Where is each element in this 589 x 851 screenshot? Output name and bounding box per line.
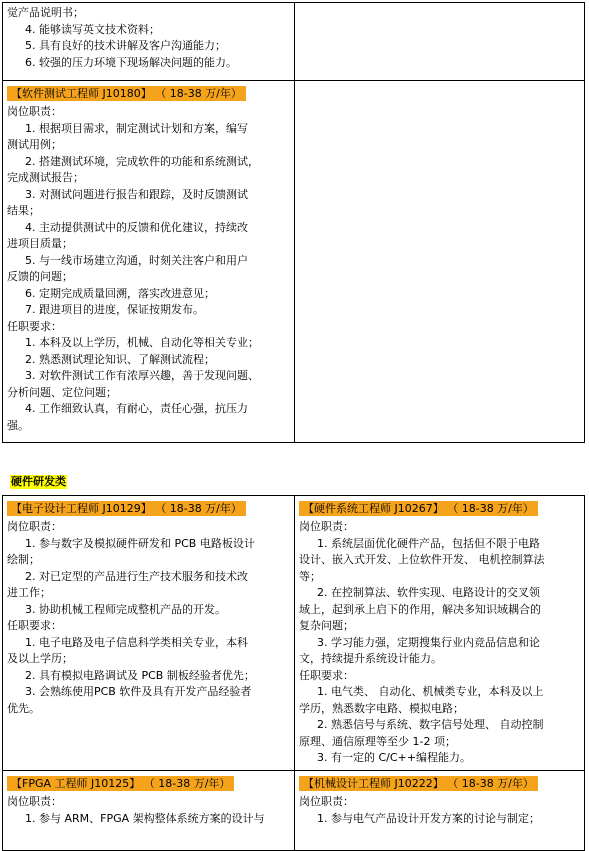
list-item-continuation: 绘制； [7,553,40,566]
list-item-continuation: 原理、通信原理等至少 1-2 项； [299,734,456,748]
section-title-hardware: 硬件研发类 [11,475,66,488]
list-item: 1. 电气类、 自动化、机械类专业，本科及以上 [317,685,544,698]
list-item: 3. 对软件测试工作有浓厚兴趣，善于发现问题、 [25,369,259,382]
list-item: 2. 在控制算法、软件实现、电路设计的交叉领 [317,586,540,599]
duty-list [7,811,290,828]
list-item: 4. 主动提供测试中的反馈和优化建议，持续改 [25,220,248,234]
list-item: 1. 参与 ARM、FPGA 架构整体系统方案的设计与 [25,811,265,825]
duty-label: 岗位职责： [7,520,62,533]
list-item-continuation: 进工作； [7,586,51,599]
duty-list [7,536,290,619]
duty-list [7,121,290,319]
list-item: 1. 参与电气产品设计开发方案的讨论与制定； [317,811,540,825]
list-item: 1. 根据项目需求，制定测试计划和方案，编写 [25,121,248,135]
duty-label: 岗位职责： [7,795,62,808]
list-item: 1. 参与数字及模拟硬件研发和 PCB 电路板设计 [25,536,255,550]
requirement-list [299,684,580,767]
job-title: 【机械设计工程师 J10222】 （ 18-38 万/年） [299,776,538,791]
list-item: 2. 具有模拟电路调试及 PCB 制板经验者优先； [25,668,255,682]
job-title: 【硬件系统工程师 J10267】 （ 18-38 万/年） [299,501,538,516]
list-item: 4. 工作细致认真，有耐心，责任心强，抗压力 [25,402,248,415]
duty-list [299,811,580,828]
requirement-label: 任职要求： [7,319,62,333]
duty-label: 岗位职责： [299,520,354,533]
list-item-continuation: 分析问题、定位问题； [7,385,117,399]
list-item-continuation: 域上，起到承上启下的作用，解决多知识域耦合的 [299,602,541,616]
duty-label: 岗位职责： [299,795,354,808]
list-item-continuation: 文，持续提升系统设计能力。 [299,652,442,665]
list-item: 3. 协助机械工程师完成整机产品的开发。 [25,602,226,616]
top-left-cell [3,3,295,81]
list-item-continuation: 及以上学历； [7,652,73,665]
list-item-continuation: 优先。 [7,701,40,715]
list-item: 3. 会熟练使用PCB 软件及具有开发产品经验者 [25,685,252,698]
job-mechanical-design [295,771,585,851]
table-software [2,2,585,443]
requirement-label: 任职要求： [7,619,62,632]
top-right-cell [295,3,585,81]
list-item: 1. 电子电路及电子信息科学类相关专业，本科 [25,635,248,649]
list-item: 3. 学习能力强，定期搜集行业内竞品信息和论 [317,635,540,649]
duty-label: 岗位职责： [7,105,62,118]
job-title: 【电子设计工程师 J10129】 （ 18-38 万/年） [7,501,246,516]
job-electronic-design [3,496,295,771]
list-item-continuation: 强。 [7,418,29,432]
duty-list [299,536,580,668]
job-title: 【软件测试工程师 J10180】 （ 18-38 万/年） [7,86,246,101]
list-item: 5. 与一线市场建立沟通，时刻关注客户和用户 [25,253,248,267]
job-fpga [3,771,295,851]
list-item-continuation: 设计、嵌入式开发、上位软件开发、 电机控制算法 [299,553,545,566]
table-hardware [2,495,585,851]
list-item: 2. 对已定型的产品进行生产技术服务和技术改 [25,569,248,583]
list-item: 2. 熟悉测试理论知识、了解测试流程； [25,352,215,366]
list-item: 2. 熟悉信号与系统、数字信号处理、 自动控制 [317,718,544,731]
text-line: 6. 较强的压力环境下现场解决问题的能力。 [25,55,237,69]
job-title: 【FPGA 工程师 J10125】 （ 18-38 万/年） [7,776,234,791]
list-item-continuation: 测试用例； [7,138,62,151]
requirement-list [7,635,290,718]
job-software-test [3,81,295,443]
list-item-continuation: 完成测试报告； [7,171,84,184]
list-item-continuation: 等； [299,569,321,583]
list-item-continuation: 学历，熟悉数字电路、模拟电路； [299,701,464,715]
list-item-continuation: 复杂问题； [299,619,354,632]
list-item: 2. 搭建测试环境，完成软件的功能和系统测试， [25,154,259,168]
list-item-continuation: 进项目质量； [7,237,73,250]
requirement-label: 任职要求： [299,668,354,682]
list-item: 6. 定期完成质量回溯，落实改进意见； [25,286,215,300]
text-line: 4. 能够读写英文技术资料； [25,22,160,36]
list-item-continuation: 反馈的问题； [7,270,73,283]
list-item: 3. 对测试问题进行报告和跟踪，及时反馈测试 [25,187,248,201]
list-item: 1. 系统层面优化硬件产品，包括但不限于电路 [317,536,540,550]
list-item: 1. 本科及以上学历，机械、自动化等相关专业； [25,336,259,349]
list-item: 3. 有一定的 C/C++编程能力。 [317,751,471,764]
list-item-continuation: 结果； [7,204,40,217]
requirement-list [7,335,290,434]
job-hardware-system [295,496,585,771]
empty-cell [295,81,585,443]
text-line: 5. 具有良好的技术讲解及客户沟通能力； [25,39,226,52]
list-item: 7. 跟进项目的进度，保证按期发布。 [25,303,204,316]
text-line: 觉产品说明书； [7,6,84,19]
